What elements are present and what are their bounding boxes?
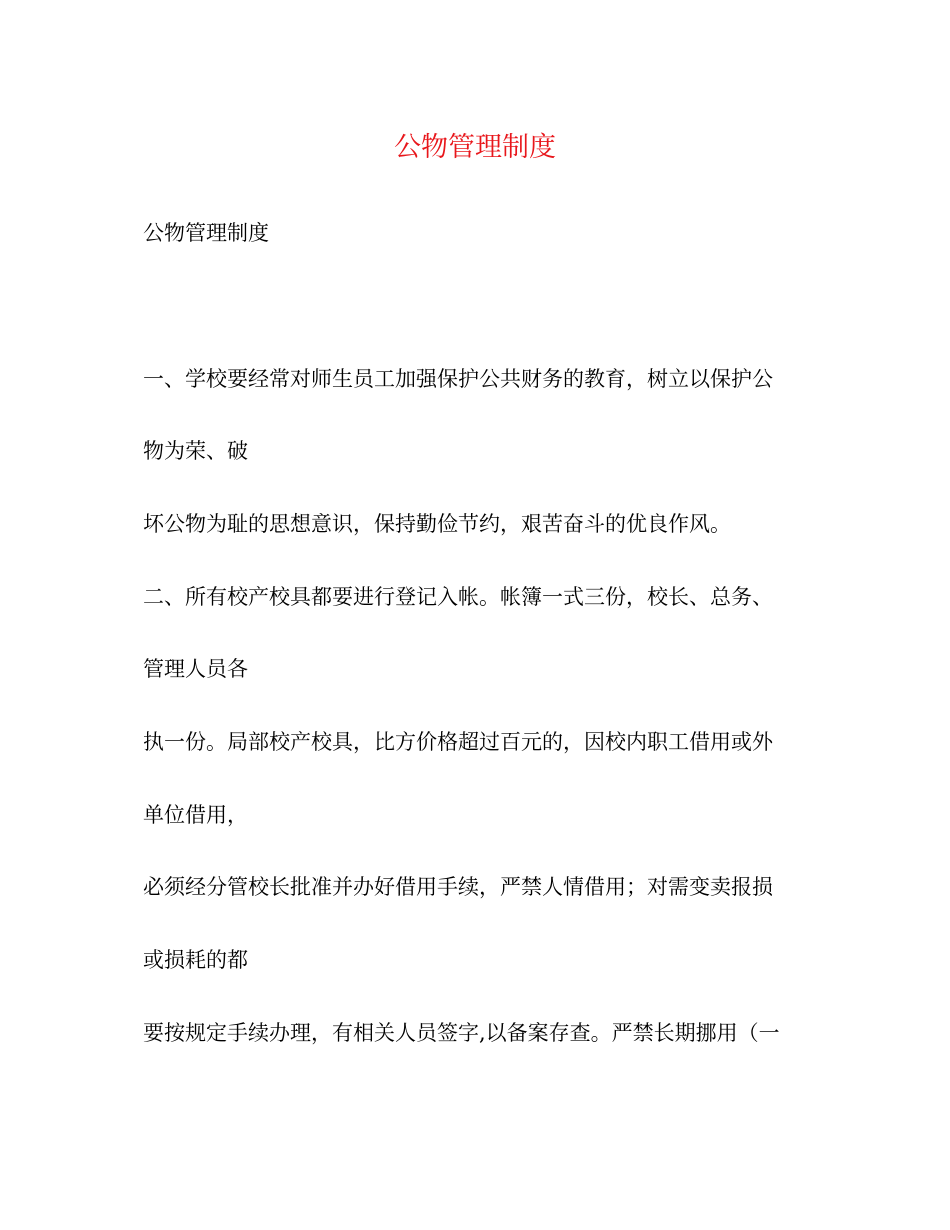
body-line: 或损耗的都 [143,948,248,972]
body-line: 管理人员各 [143,657,248,681]
body-line: 坏公物为耻的思想意识，保持勤俭节约，艰苦奋斗的优良作风。 [143,512,731,536]
body-line: 二、所有校产校具都要进行登记入帐。帐簿一式三份，校长、总务、 [143,585,773,609]
body-line: 一、学校要经常对师生员工加强保护公共财务的教育，树立以保护公 [143,367,773,391]
body-line: 物为荣、破 [143,439,248,463]
body-line: 要按规定手续办理，有相关人员签字,以备案存查。严禁长期挪用（一 [143,1021,780,1045]
document-title: 公物管理制度 [394,132,556,163]
body-line: 单位借用， [143,803,248,827]
subtitle-line: 公物管理制度 [143,221,269,245]
body-line: 必须经分管校长批准并办好借用手续，严禁人情借用；对需变卖报损 [143,875,773,899]
body-line: 执一份。局部校产校具，比方价格超过百元的，因校内职工借用或外 [143,730,773,754]
